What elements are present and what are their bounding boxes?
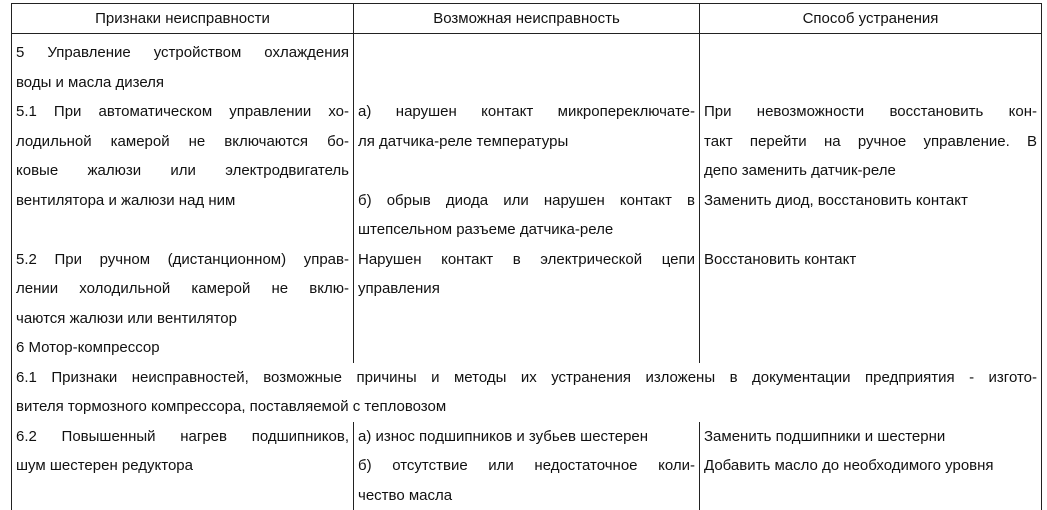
header-cause: Возможная неисправность [354,4,700,34]
remedy-cell [700,34,1042,363]
table-header-row [12,4,1042,34]
item-6-1-line: 6.1 Признаки неисправностей, возможные причины и методы их устранения изложены в документации предприятия - изгото- [16,363,1037,393]
cause-cell [354,34,700,363]
cause-cell [354,422,700,510]
item-6-2-symptom-line: шум шестерен редуктора [16,451,349,481]
item-6-2-symptom-line: 6.2 Повышенный нагрев подшипников, [16,422,349,452]
item-5-2-remedy: Восстановить контакт [704,245,1037,275]
item-5-1-cause-a-line: а) нарушен контакт микропереключате- [358,97,695,127]
item-5-1-symptom-line: лодильной камерой не включаются бо- [16,127,349,157]
item-5-1-symptom-line: 5.1 При автоматическом управлении хо- [16,97,349,127]
item-5-1-remedy-a-line: такт перейти на ручное управление. В [704,127,1037,157]
item-5-2-cause-line: управления [358,274,695,304]
item-5-1-remedy-a-line: депо заменить датчик-реле [704,156,1037,186]
section-5-title-line-2: воды и масла дизеля [16,68,349,98]
section-6-title: 6 Мотор-компрессор [16,333,349,363]
item-5-1-cause-a-line: ля датчика-реле температуры [358,127,695,157]
symptom-cell [12,34,354,363]
item-5-1-remedy-a-line: При невозможности восстановить кон- [704,97,1037,127]
item-5-2-symptom-line: чаются жалюзи или вентилятор [16,304,349,334]
item-6-1-line: вителя тормозного компрессора, поставляемой с тепловозом [16,392,1037,422]
item-5-1-symptom-line: ковые жалюзи или электродвигатель [16,156,349,186]
item-6-2-cause-b-line: б) отсутствие или недостаточное коли- [358,451,695,481]
table-row [12,34,1042,363]
item-5-1-cause-b-line: штепсельном разъеме датчика-реле [358,215,695,245]
item-6-1-cell [12,363,1042,422]
item-6-2-cause-b-line: чество масла [358,481,695,510]
item-5-2-symptom-line: 5.2 При ручном (дистанционном) управ- [16,245,349,275]
item-5-2-symptom-line: лении холодильной камерой не вклю- [16,274,349,304]
item-5-1-symptom-line: вентилятора и жалюзи над ним [16,186,349,216]
symptom-cell [12,422,354,510]
header-remedy: Способ устранения [700,4,1042,34]
table-row [12,422,1042,510]
item-6-2-cause-a: а) износ подшипников и зубьев шестерен [358,422,695,452]
remedy-cell [700,422,1042,510]
troubleshooting-table [11,3,1042,510]
table-row [12,363,1042,422]
item-6-2-remedy-b: Добавить масло до необходимого уровня [704,451,1037,481]
header-symptoms: Признаки неисправности [12,4,354,34]
section-5-title-line-1: 5 Управление устройством охлаждения [16,38,349,68]
item-5-1-cause-b-line: б) обрыв диода или нарушен контакт в [358,186,695,216]
item-5-1-remedy-b: Заменить диод, восстановить контакт [704,186,1037,216]
item-5-2-cause-line: Нарушен контакт в электрической цепи [358,245,695,275]
item-6-2-remedy-a: Заменить подшипники и шестерни [704,422,1037,452]
